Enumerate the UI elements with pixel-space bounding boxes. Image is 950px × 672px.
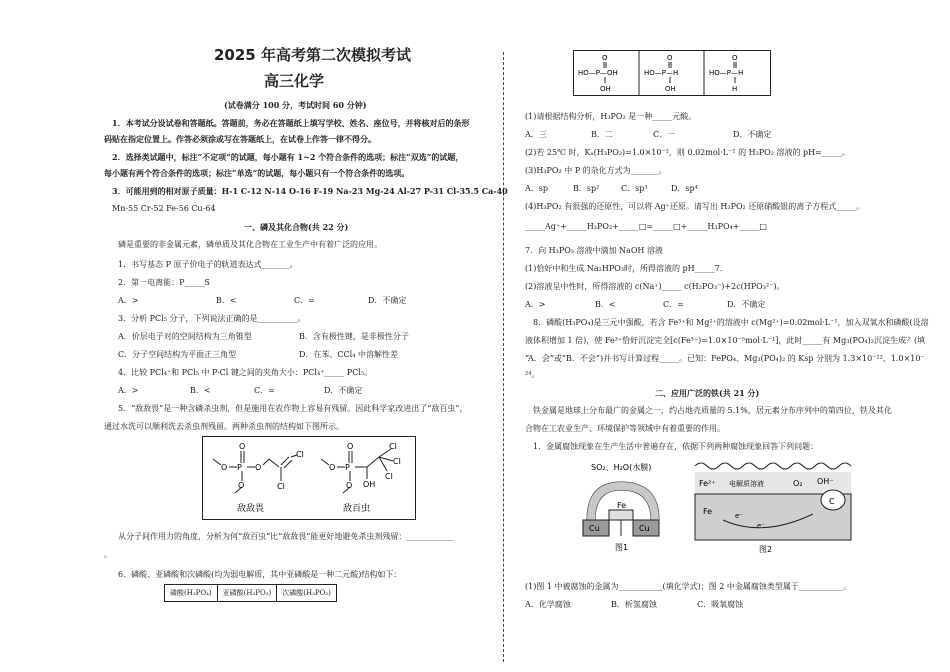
question-5c: 从分子间作用力的角度，分析为何“敌百虫”比“敌敌畏”能更好地避免杀虫剂残留：____________ <box>118 532 455 541</box>
column-divider <box>503 52 504 662</box>
question-1: 1．书写基态 P 原子价电子的轨道表达式_______。 <box>118 260 298 269</box>
q4-option-a: A．> <box>118 386 139 395</box>
acid-cell-phosphoric: 磷酸(H₃PO₄) <box>165 585 218 602</box>
exam-title: 2025 年高考第二次模拟考试 <box>214 46 411 64</box>
r1-option-d: D．不确定 <box>733 130 772 139</box>
question-7a: (1)恰好中和生成 Na₂HPO₃时，所得溶液的 pH_____7. <box>525 264 723 273</box>
ddv-label: 敌敌畏 <box>237 504 265 514</box>
acid-cell-phosphorous: 亚磷酸(H₃PO₃) <box>217 585 277 602</box>
section2-intro-b: 合物在工农业生产、环境保护等领域中有着重要的作用。 <box>525 424 725 433</box>
r1-option-b: B．二 <box>591 130 613 139</box>
q4-option-c: C．= <box>254 386 275 395</box>
acid-structures-box <box>573 50 771 96</box>
svg-text:O: O <box>347 442 354 451</box>
r-question-2: (2)若 25℃ 时，Kₐ(H₃PO₂)=1.0×10⁻²，则 0.02mol·L⁻¹ 的 H₃PO₂ 溶液的 pH=_____。 <box>525 148 850 157</box>
exam-note: (试卷满分 100 分，考试时间 60 分钟) <box>224 100 367 110</box>
q3-option-b: B．含有极性键，是非极性分子 <box>299 332 409 341</box>
q7-option-b: B．< <box>595 300 616 309</box>
instruction-2b: 每小题有两个符合条件的选项；标注“单选”的试题，每小题只有一个符合条件的选项。 <box>104 168 410 178</box>
q7-option-d: D．不确定 <box>727 300 766 309</box>
svg-text:O: O <box>239 442 246 451</box>
q3-option-d: D．在苯、CCl₄ 中溶解性差 <box>299 350 398 359</box>
pesticide-structures-box <box>202 436 416 520</box>
question-8a: 8．磷酸(H₃PO₄)是三元中强酸，若含 Fe³⁺和 Mg²⁺的溶液中 c(Mg²⁺)=0.02mol·L⁻¹，加入双氧水和磷酸(设溶 <box>533 318 929 327</box>
fig2-e-label-2: e⁻ <box>757 522 766 530</box>
section2-intro-a: 铁金属是地球上分布最广的金属之一，约占地壳质量的 5.1%，居元素分布序列中的第四位，铁及其化 <box>533 406 892 415</box>
question-6: 6．磷酸、亚磷酸和次磷酸(均为弱电解质，其中亚磷酸是一种二元酸)结构如下： <box>118 570 402 579</box>
q4-option-d: D．不确定 <box>324 386 363 395</box>
acid-table <box>164 584 337 602</box>
q2-option-a: A．> <box>118 296 139 305</box>
acid-cell-hypophosphorous: 次磷酸(H₃PO₂) <box>277 585 337 602</box>
fig1-fe-label: Fe <box>617 501 627 510</box>
question-7: 7．向 H₃PO₃ 溶液中滴加 NaOH 溶液 <box>525 246 663 255</box>
svg-text:H: H <box>732 85 738 93</box>
svg-text:P: P <box>237 463 242 472</box>
svg-text:O: O <box>346 481 353 490</box>
question-3: 3．分析 PCl₅ 分子，下列说法正确的是__________。 <box>118 314 306 323</box>
svg-text:O: O <box>667 54 673 62</box>
q4-option-b: B．< <box>190 386 211 395</box>
instruction-2a: 2．选择类试题中，标注“不定项”的试题，每小题有 1~2 个符合条件的选项；标注“双选”的试题， <box>112 152 464 162</box>
exam-subtitle: 高三化学 <box>264 72 325 90</box>
svg-text:HO—P—H: HO—P—H <box>709 69 744 77</box>
r3-option-b: B．sp² <box>573 184 600 193</box>
svg-text:Cl: Cl <box>393 457 401 466</box>
r3-option-d: D．sp⁴ <box>671 184 698 193</box>
svg-text:Cl: Cl <box>296 450 304 459</box>
instruction-3a: 3．可能用到的相对原子质量：H-1 C-12 N-14 O-16 F-19 Na-23 Mg-24 Al-27 P-31 Cl-35.5 Ca-40 <box>112 186 508 196</box>
question-5a: 5．“敌敌畏”是一种含磷杀虫剂，但是施用在农作物上容易有残留。因此科学家改进出了“敌百虫”， <box>118 404 468 413</box>
q7-option-c: C．= <box>663 300 684 309</box>
fig1-cu-right: Cu <box>639 524 650 533</box>
section2-question-1a: (1)图 1 中被腐蚀的金属为___________(填化学式)；图 2 中金属腐蚀类型属于___________。 <box>525 582 851 591</box>
fig2-o2-label: O₂ <box>793 479 803 488</box>
svg-text:OH: OH <box>665 85 676 93</box>
svg-text:O: O <box>255 463 262 472</box>
q3-option-a: A．价层电子对的空间结构为三角锥型 <box>118 332 252 341</box>
dbc-label: 敌百虫 <box>343 504 371 514</box>
corrosion-figure-2 <box>693 458 853 554</box>
s2q1-option-c: C．吸氧腐蚀 <box>697 600 744 609</box>
instruction-3b: Mn-55 Cr-52 Fe-56 Cu-64 <box>112 204 216 213</box>
svg-text:O: O <box>602 54 608 62</box>
fig2-fe-metal: Fe <box>703 507 713 516</box>
svg-text:HO—P—H: HO—P—H <box>644 69 679 77</box>
fig1-gas-label: SO₂、H₂O(水膜) <box>591 463 652 472</box>
svg-text:O: O <box>732 54 738 62</box>
svg-text:P: P <box>345 463 350 472</box>
svg-text:O: O <box>238 481 245 490</box>
acid-structures-image <box>574 51 770 95</box>
corrosion-figure-1 <box>569 460 679 552</box>
instruction-1a: 1．本考试分设试卷和答题纸。答题前，务必在答题纸上填写学校、姓名、座位号，并将核对后的条形 <box>112 118 470 128</box>
svg-text:O: O <box>329 463 336 472</box>
q2-option-d: D．不确定 <box>368 296 407 305</box>
svg-text:O: O <box>221 463 228 472</box>
svg-text:Cl: Cl <box>389 442 397 451</box>
question-8c: “A．会”或“B．不会”)并书写计算过程_____。已知：FePO₄、Mg₃(PO₄)₂ 的 Ksp 分别为 1.3×10⁻²²、1.0×10⁻ <box>525 354 925 363</box>
q2-option-b: B．< <box>216 296 237 305</box>
question-4: 4．比较 PCl₄⁺和 PCl₅ 中 P-Cl 键之间的夹角大小：PCl₄⁺_____ PCl₅。 <box>118 368 373 377</box>
s2q1-option-b: B．析氢腐蚀 <box>611 600 657 609</box>
svg-text:HO—P—OH: HO—P—OH <box>578 69 618 77</box>
question-5b: 通过水洗可以顺利洗去杀虫剂残留。两种杀虫剂的结构如下图所示。 <box>104 422 344 431</box>
section1-intro: 磷是重要的非金属元素，磷单质及其化合物在工业生产中有着广泛的应用。 <box>118 240 382 249</box>
question-8d: ²⁴。 <box>525 370 540 379</box>
question-2: 2．第一电离能：P_____S <box>118 278 210 287</box>
fig2-c-label: C <box>829 497 835 506</box>
fig1-cu-left: Cu <box>589 524 600 533</box>
q2-option-c: C．= <box>294 296 315 305</box>
section2-question-1: 1．金属腐蚀现象在生产生活中普遍存在，依据下列两种腐蚀现象回答下列问题： <box>533 442 819 451</box>
r1-option-a: A．三 <box>525 130 547 139</box>
question-8b: 液体积增加 1 倍)，使 Fe³⁺恰好沉淀完全[c(Fe³⁺)=1.0×10⁻⁵mol·L⁻¹]，此时_____有 Mg₃(PO₄)₂沉淀生成？(填 <box>525 336 926 345</box>
instruction-1b: 码贴在指定位置上。作答必须涂或写在答题纸上，在试卷上作答一律不得分。 <box>104 134 376 144</box>
r-question-4-equation: _____Ag⁺+_____H₃PO₂+_____□=_____□+_____H₃PO₄+_____□ <box>525 222 767 231</box>
r1-option-c: C．一 <box>653 130 676 139</box>
r-question-3: (3)H₃PO₂ 中 P 的杂化方式为_______。 <box>525 166 667 175</box>
r-question-4: (4)H₃PO₂ 有很强的还原性，可以将 Ag⁺还原。请写出 H₃PO₂ 还原硝酸银的离子方程式_____。 <box>525 202 865 211</box>
section1-heading: 一、磷及其化合物(共 22 分) <box>244 222 349 232</box>
fig2-fe2-label: Fe²⁺ <box>699 479 716 488</box>
pesticide-structures-image <box>203 437 415 519</box>
q3-option-c: C．分子空间结构为平面正三角型 <box>118 350 237 359</box>
svg-text:Cl: Cl <box>385 472 393 481</box>
fig2-caption: 图2 <box>759 545 773 554</box>
svg-text:Cl: Cl <box>277 482 285 491</box>
acid-table-row <box>165 585 337 602</box>
svg-text:OH: OH <box>363 480 376 489</box>
svg-text:OH: OH <box>600 85 611 93</box>
fig2-oh-label: OH⁻ <box>817 477 834 486</box>
section2-heading: 二、应用广泛的铁(共 21 分) <box>655 388 760 398</box>
r3-option-a: A．sp <box>525 184 549 193</box>
question-7b: (2)溶液呈中性时，所得溶液的 c(Na⁺)_____ c(H₂PO₃⁻)+2c(HPO₃²⁻)。 <box>525 282 785 291</box>
fig2-solution-label: 电解质溶液 <box>729 480 764 488</box>
fig2-e-label-1: e⁻ <box>735 512 744 520</box>
question-5d: 。 <box>104 550 112 559</box>
s2q1-option-a: A．化学腐蚀 <box>525 600 571 609</box>
q7-option-a: A．> <box>525 300 546 309</box>
r-question-1: (1)请根据结构分析，H₃PO₂ 是一种_____元酸。 <box>525 112 697 121</box>
r3-option-c: C．sp³ <box>621 184 648 193</box>
fig1-caption: 图1 <box>615 543 629 552</box>
